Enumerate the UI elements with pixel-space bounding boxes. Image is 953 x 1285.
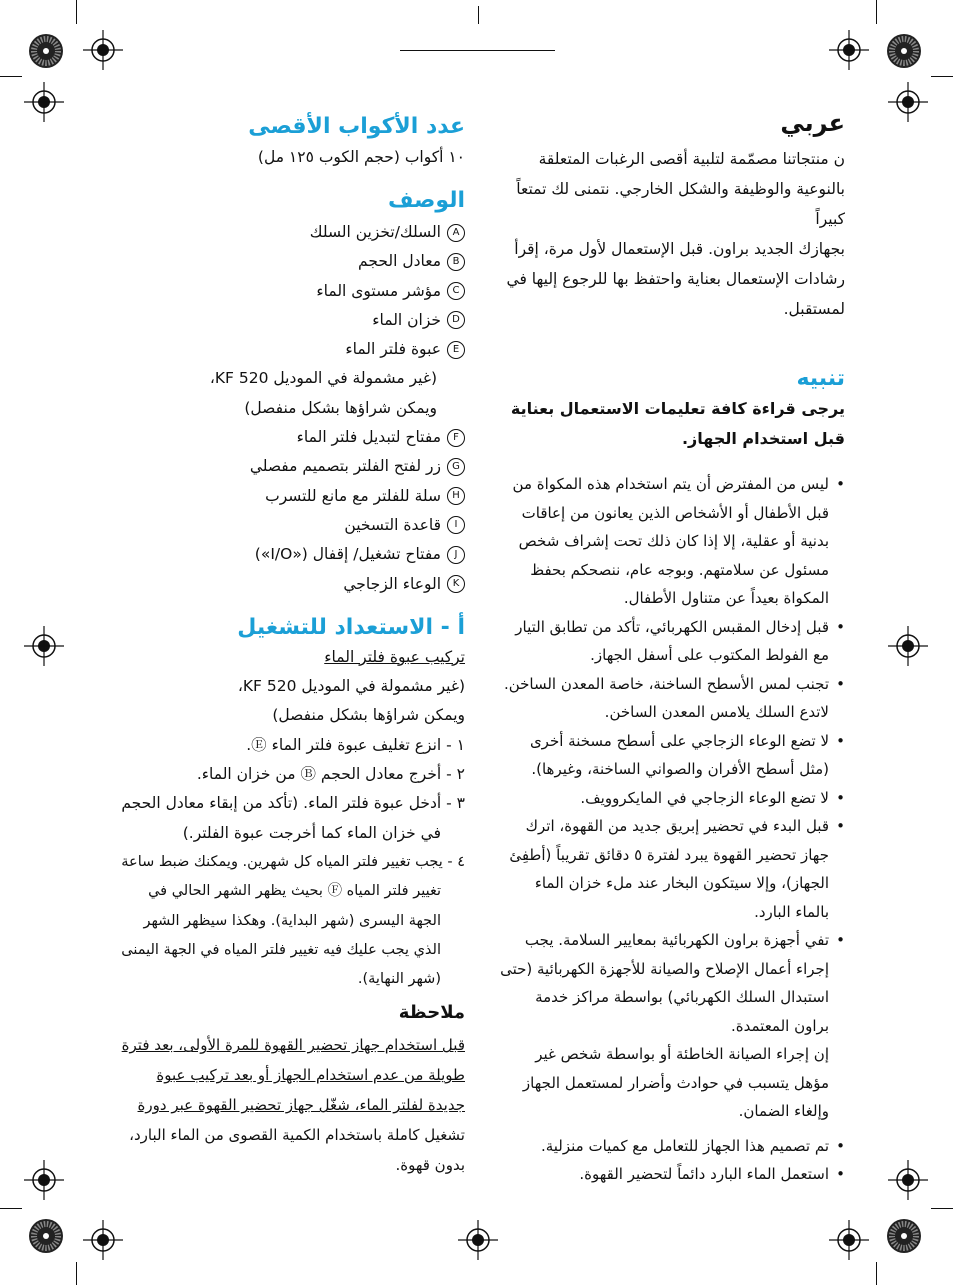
trim-line	[931, 76, 953, 77]
trim-line	[0, 76, 22, 77]
part-label: سلة للفلتر مع مانع للتسرب	[265, 486, 441, 505]
part-label: خزان الماء	[372, 310, 441, 329]
trim-line	[0, 1208, 22, 1209]
max-cups-heading: عدد الأكواب الأقصى	[248, 114, 465, 139]
part-row	[110, 452, 465, 481]
part-row	[110, 511, 465, 540]
part-label: مفتاح تشغيل/ إقفال («I/O»)	[254, 545, 441, 564]
warning-heading: تنبيه	[796, 366, 845, 391]
trim-line	[931, 1208, 953, 1209]
trim-line	[400, 50, 555, 51]
part-letter-badge: D	[447, 311, 465, 329]
part-label: مفتاح لتبديل فلتر الماء	[296, 428, 441, 447]
usage-bullets	[500, 1132, 845, 1189]
part-label: زر لفتح الفلتر بتصميم مفصلي	[249, 457, 441, 476]
part-letter-badge: J	[447, 546, 465, 564]
registration-mark	[829, 1220, 869, 1260]
registration-mark	[24, 82, 64, 122]
list-item: • تم تصميم هذا الجهاز للتعامل مع كميات منزلية.	[500, 1132, 845, 1161]
part-row	[110, 218, 465, 247]
warning-bold-line: يرجى قراءة كافة تعليمات الاستعمال بعناية	[510, 399, 845, 418]
registration-mark	[83, 30, 123, 70]
part-note-line: ويمكن شراؤها بشكل منفصل)	[244, 398, 437, 417]
part-letter-badge: C	[447, 282, 465, 300]
intro-line: لمستقبل.	[783, 300, 845, 318]
registration-mark	[24, 626, 64, 666]
part-letter-badge: B	[447, 253, 465, 271]
description-heading: الوصف	[387, 188, 465, 213]
color-bar-mark	[886, 1218, 922, 1254]
right-column	[500, 108, 845, 1189]
step-line: ٣ - أدخل عبوة فلتر الماء. (تأكد من إبقاء معادل الحجم	[121, 794, 465, 813]
part-row	[110, 277, 465, 306]
part-row	[110, 482, 465, 511]
note-line: بدون قهوة.	[395, 1156, 465, 1175]
intro-line: بالنوعية والوظيفة والشكل الخارجي. نتمنى لك تمتعاً كبيراً	[516, 180, 845, 228]
part-label: الوعاء الزجاجي	[343, 574, 441, 593]
intro-line: رشادات الإستعمال بعناية واحتفظ بها للرجوع إليها في	[506, 270, 845, 288]
part-letter-badge: K	[447, 575, 465, 593]
list-item: • ليس من المفترض أن يتم استخدام هذه المكواة من قبل الأطفال أو الأشخاص الذين يعانون من إعاقات بدنية أو عقلية، إلا إذا كان ذلك تحت إشراف شخص مسئول عن سلامتهم. وبوجه عام، ننصحكم بحفظ المكواة بعيداً عن متناول الأطفال.	[500, 470, 845, 613]
trim-line	[876, 0, 877, 24]
safety-bullets	[500, 470, 845, 1040]
part-row	[110, 540, 465, 569]
part-letter-badge: E	[447, 341, 465, 359]
registration-mark	[24, 1160, 64, 1200]
registration-mark	[829, 30, 869, 70]
registration-mark	[83, 1220, 123, 1260]
left-column	[110, 112, 465, 1180]
parts-list	[110, 218, 465, 599]
list-item: • لا تضع الوعاء الزجاجي على أسطح مسخنة أخرى (مثل أسطح الأفران والصواني الساخنة، وغيرها).	[500, 727, 845, 784]
list-item: • قبل إدخال المقبس الكهربائي، تأكد من تطابق التيار مع الفولط المكتوب على أسفل الجهاز.	[500, 613, 845, 670]
color-bar-mark	[28, 1218, 64, 1254]
color-bar-mark	[886, 33, 922, 69]
part-row	[110, 306, 465, 335]
preparation-line: (غير مشمولة في الموديل KF 520،	[237, 677, 465, 696]
part-letter-badge: I	[447, 516, 465, 534]
note-line: قبل استخدام جهاز تحضير القهوة للمرة الأولى، بعد فترة	[121, 1036, 465, 1055]
part-note-line: (غير مشمولة في الموديل KF 520،	[209, 369, 437, 388]
part-row	[110, 423, 465, 452]
step-line: (شهر النهاية).	[357, 971, 441, 988]
step-line: الذي يجب عليك فيه تغيير فلتر المياه في الجهة اليمنى	[121, 941, 441, 958]
list-item: • استعمل الماء البارد دائماً لتحضير القهوة.	[500, 1160, 845, 1189]
part-row	[110, 247, 465, 276]
preparation-heading: أ - الاستعداد للتشغيل	[237, 614, 465, 640]
part-row	[110, 335, 465, 364]
part-label: قاعدة التسخين	[344, 515, 441, 534]
color-bar-mark	[28, 33, 64, 69]
registration-mark	[458, 1220, 498, 1260]
part-letter-badge: H	[447, 487, 465, 505]
trim-line	[76, 0, 77, 24]
part-label: عبوة فلتر الماء	[345, 340, 441, 359]
step-line: في خزان الماء كما أخرجت عبوة الفلتر.)	[182, 823, 441, 842]
part-letter-badge: A	[447, 224, 465, 242]
registration-mark	[888, 82, 928, 122]
preparation-subheading: تركيب عبوة فلتر الماء	[324, 647, 465, 666]
part-label: مؤشر مستوى الماء	[316, 281, 441, 300]
note-line: جديدة لفلتر الماء، شغّل جهاز تحضير القهوة عبر دورة	[137, 1096, 465, 1115]
registration-mark	[888, 626, 928, 666]
part-label: السلك/تخزين السلك	[309, 223, 441, 241]
list-item: • قبل البدء في تحضير إبريق جديد من القهوة، اترك جهاز تحضير القهوة يبرد لفترة ٥ دقائق تقريباً (أطفِئ الجهاز)، وإلا سيتكون البخار عند ملء خزان الماء بالماء البارد.	[500, 812, 845, 926]
part-label: معادل الحجم	[358, 252, 441, 271]
step-line: ٤ - يجب تغيير فلتر المياه كل شهرين. ويمكنك ضبط ساعة	[121, 853, 465, 870]
list-item: • تجنب لمس الأسطح الساخنة، خاصة المعدن الساخن. لاتدع السلك يلامس المعدن الساخن.	[500, 670, 845, 727]
list-item: • لا تضع الوعاء الزجاجي في المايكروويف.	[500, 784, 845, 813]
note-heading: ملاحظة	[398, 1002, 465, 1024]
repair-paragraph: إن إجراء الصيانة الخاطئة أو بواسطة شخص غير مؤهل يتسبب في حوادث وأضرار لمستعمل الجهاز وإلغاء الضمان.	[522, 1045, 829, 1120]
part-letter-badge: G	[447, 458, 465, 476]
intro-line: بجهازك الجديد براون. قبل الإستعمال لأول مرة، إقرأ	[514, 240, 845, 258]
max-cups-text: ١٠ أكواب (حجم الكوب ١٢٥ مل)	[257, 148, 465, 166]
part-letter-badge: F	[447, 429, 465, 447]
warning-bold-line: قبل استخدام الجهاز.	[681, 429, 845, 448]
trim-line	[478, 6, 479, 24]
step-line: ٢ - أخرج معادل الحجم Ⓑ من خزان الماء.	[196, 765, 465, 784]
step-line: تغيير فلتر المياه Ⓕ بحيث يظهر الشهر الحالي في	[148, 883, 441, 900]
preparation-line: ويمكن شراؤها بشكل منفصل)	[272, 706, 465, 725]
trim-line	[76, 1262, 77, 1285]
part-row	[110, 570, 465, 599]
note-line: طويلة من عدم استخدام الجهاز أو بعد تركيب عبوة	[156, 1066, 465, 1085]
intro-paragraph	[500, 144, 845, 324]
trim-line	[876, 1262, 877, 1285]
intro-line: ن منتجاتنا مصمّمة لتلبية أقصى الرغبات المتعلقة	[538, 150, 845, 168]
step-line: ١ - انزع تغليف عبوة فلتر الماء Ⓔ.	[246, 735, 465, 754]
list-item: • تفي أجهزة براون الكهربائية بمعايير السلامة. يجب إجراء أعمال الإصلاح والصيانة للأجهزة الكهربائية (حتى استبدال السلك الكهربائي) بواسطة مراكز خدمة براون المعتمدة.	[500, 926, 845, 1040]
step-four	[110, 848, 465, 994]
language-title: عربي	[780, 109, 845, 137]
step-line: الجهة اليسرى (شهر البداية). وهكذا سيظهر الشهر	[143, 912, 441, 929]
note-line: تشغيل كاملة باستخدام الكمية القصوى من الماء البارد،	[129, 1126, 465, 1145]
registration-mark	[888, 1160, 928, 1200]
